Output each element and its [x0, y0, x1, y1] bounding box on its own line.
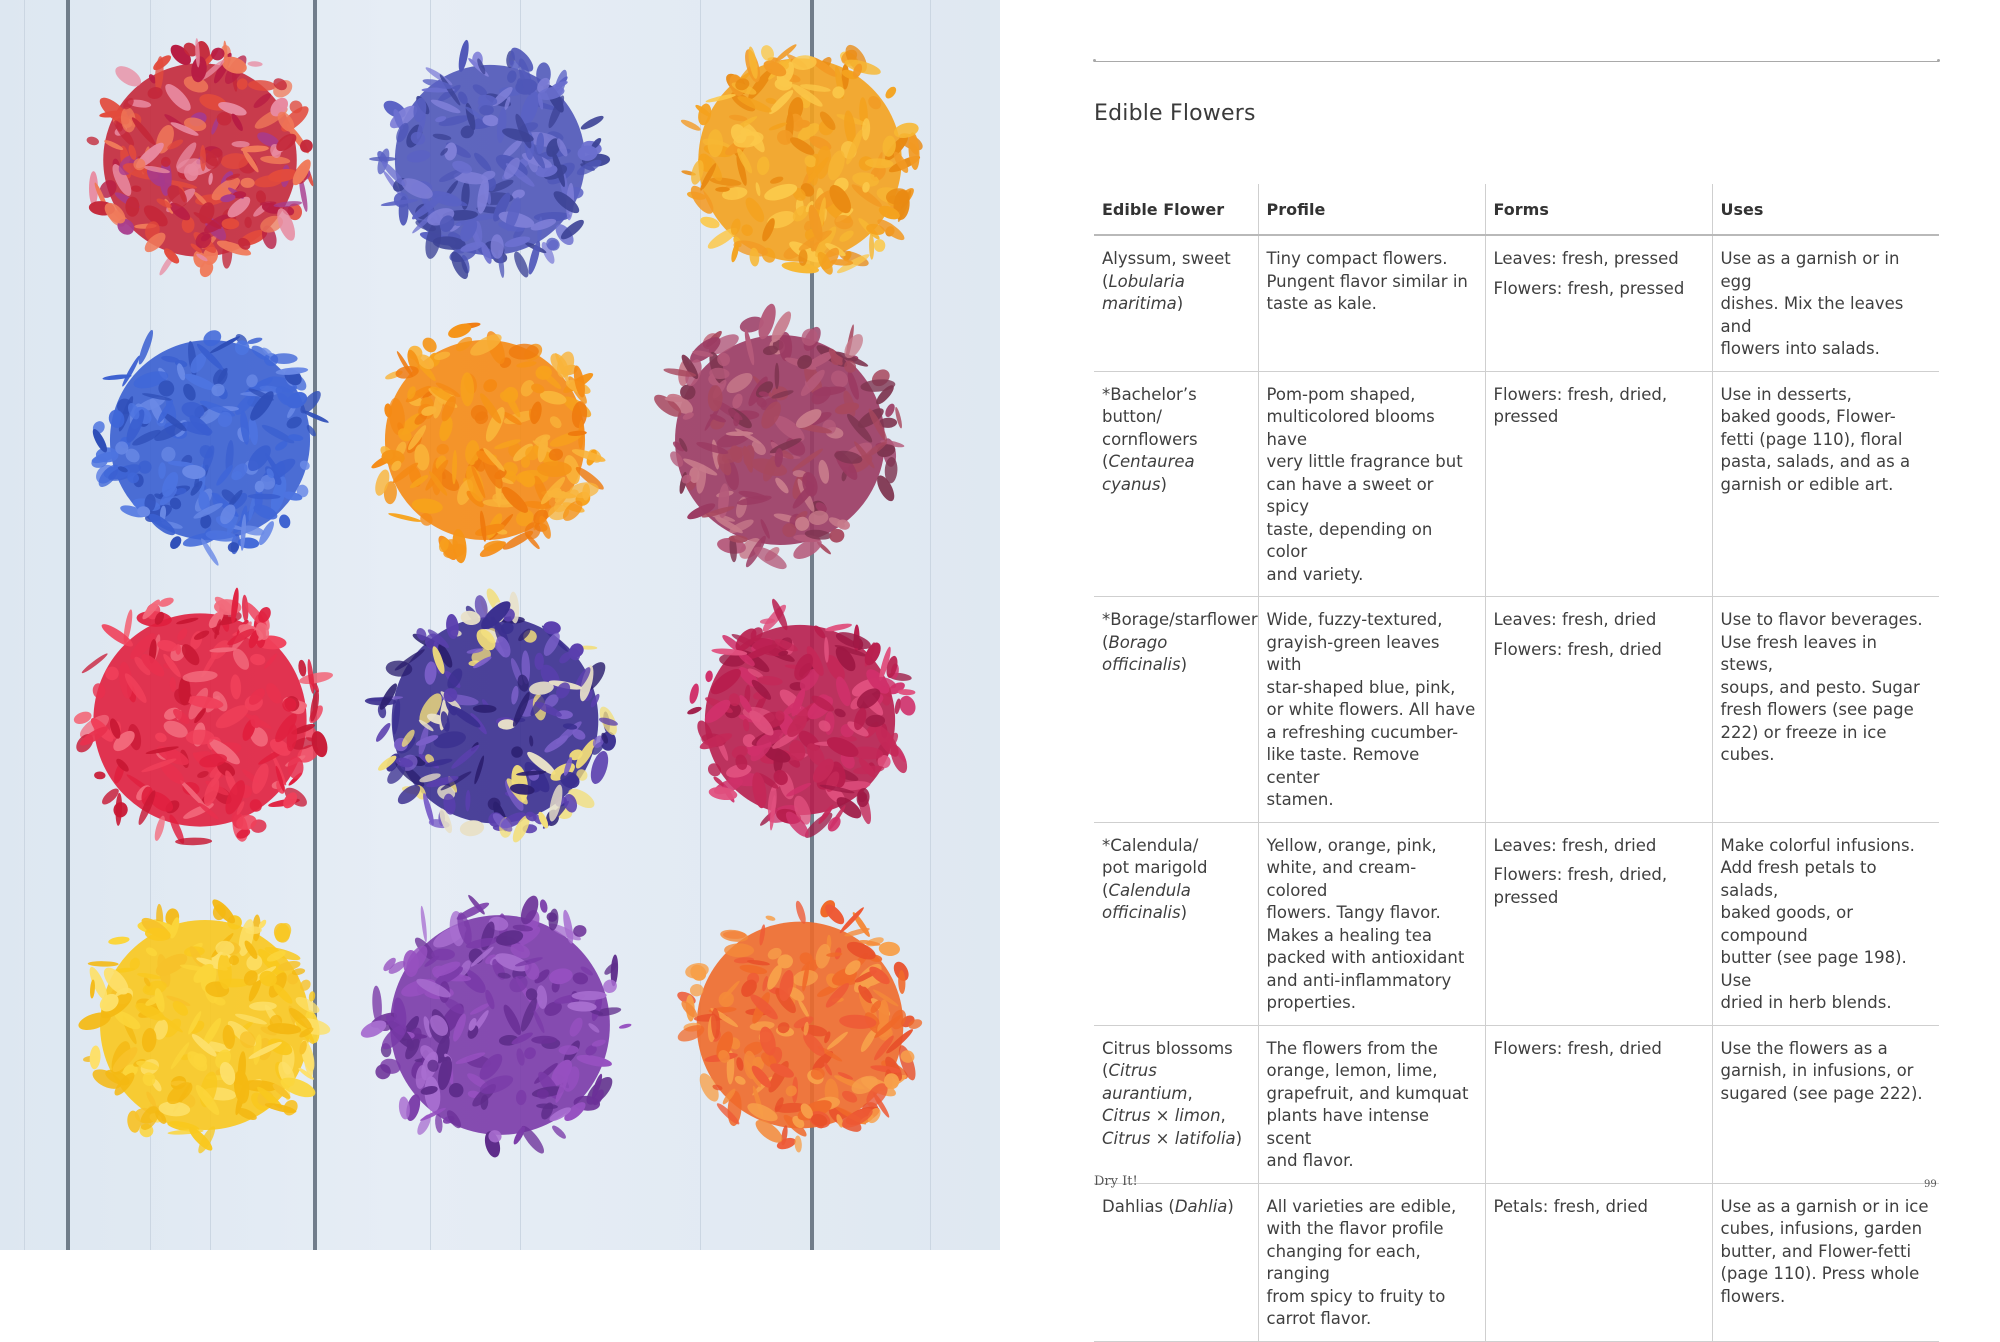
- cell-line: and variety.: [1266, 564, 1364, 584]
- cell-line: officinalis): [1102, 903, 1188, 922]
- cell-line: pasta, salads, and as a: [1720, 452, 1911, 471]
- cell-line: *Bachelor’s: [1102, 384, 1197, 404]
- cell-line: flowers.: [1720, 1286, 1786, 1306]
- cell-profile: [1258, 822, 1485, 1025]
- mauve-pile: [642, 302, 918, 578]
- cell-line: cornflowers: [1102, 429, 1198, 449]
- cell-flower: [1094, 1025, 1258, 1183]
- cell-line: or white flowers. All have: [1266, 700, 1476, 719]
- cell-profile: [1258, 1183, 1485, 1341]
- cell-line: (Lobularia: [1102, 271, 1185, 291]
- table-row: [1094, 235, 1939, 371]
- cell-line: and flavor.: [1266, 1151, 1354, 1170]
- cell-line: dishes. Mix the leaves and: [1720, 294, 1904, 336]
- cell-flower: [1094, 371, 1258, 597]
- cell-line: Wide, fuzzy-textured,: [1266, 610, 1443, 629]
- cell-line: Flowers: fresh, dried: [1493, 639, 1662, 659]
- cell-uses: [1712, 597, 1939, 823]
- edible-flowers-table: [1094, 184, 1939, 1342]
- table-row: [1094, 1025, 1939, 1183]
- cell-forms: [1485, 235, 1712, 371]
- cell-profile: [1258, 371, 1485, 597]
- cell-line: Petals: fresh, dried: [1493, 1196, 1648, 1216]
- cell-profile: [1258, 1025, 1485, 1183]
- cell-line: plants have intense scent: [1266, 1106, 1430, 1148]
- running-footer: Dry It!: [1094, 1174, 1138, 1189]
- cell-line: (Calendula: [1102, 880, 1191, 900]
- cell-line: Use to flavor beverages.: [1720, 610, 1923, 629]
- cell-line: sugared (see page 222).: [1720, 1083, 1923, 1103]
- cell-line: (page 110). Press whole: [1720, 1264, 1920, 1283]
- lavender-pile: [364, 34, 616, 286]
- table-row: [1094, 371, 1939, 597]
- cell-forms: [1485, 1183, 1712, 1341]
- cell-line: taste as kale.: [1266, 294, 1377, 313]
- cell-line: baked goods, or compound: [1720, 903, 1854, 945]
- cell-line: changing for each, ranging: [1266, 1241, 1421, 1283]
- cell-uses: [1712, 1025, 1939, 1183]
- cell-flower: [1094, 822, 1258, 1025]
- cell-flower: [1094, 1183, 1258, 1341]
- cell-line: properties.: [1266, 993, 1356, 1012]
- cell-line: baked goods, Flower-: [1720, 407, 1896, 426]
- cell-line: soups, and pesto. Sugar: [1720, 677, 1920, 697]
- cell-line: Pom-pom shaped,: [1266, 384, 1416, 404]
- cornflower-pile: [78, 308, 342, 572]
- header-profile: Profile: [1258, 184, 1485, 235]
- cell-line: Leaves: fresh, dried: [1493, 835, 1657, 855]
- cell-line: stamen.: [1266, 790, 1334, 809]
- cell-line: flowers into salads.: [1720, 339, 1880, 358]
- cell-line: Citrus blossoms: [1102, 1038, 1233, 1058]
- cell-line: multicolored blooms have: [1266, 407, 1435, 449]
- page-number: 99: [1924, 1179, 1937, 1190]
- cell-line: (Borago officinalis): [1102, 632, 1188, 674]
- top-rule: [1094, 61, 1939, 62]
- cell-line: Citrus × latifolia): [1102, 1128, 1243, 1148]
- cell-line: Dahlias (Dahlia): [1102, 1196, 1234, 1216]
- cell-line: Make colorful infusions.: [1720, 835, 1915, 855]
- cell-line: butter (see page 198). Use: [1720, 948, 1907, 990]
- cell-line: pressed: [1493, 887, 1559, 907]
- cell-line: Leaves: fresh, dried: [1493, 610, 1657, 629]
- cell-line: Use as a garnish or in egg: [1720, 249, 1900, 291]
- pansy-pile: [359, 584, 631, 856]
- cell-line: pressed: [1493, 407, 1559, 426]
- cell-line: (Centaurea cyanus): [1102, 452, 1195, 494]
- cell-line: can have a sweet or spicy: [1266, 474, 1434, 516]
- cell-line: The flowers from the: [1266, 1038, 1438, 1058]
- cell-line: *Calendula/: [1102, 835, 1199, 855]
- cell-forms: [1485, 1025, 1712, 1183]
- rose-petal-pile: [60, 580, 340, 860]
- red-flower-pile: [72, 32, 328, 288]
- cell-forms: [1485, 371, 1712, 597]
- orange-petal-pile: [666, 26, 934, 294]
- cell-line: Use fresh leaves in stews,: [1720, 632, 1877, 674]
- cell-line: Yellow, orange, pink,: [1266, 835, 1437, 855]
- cell-line: (Citrus aurantium,: [1102, 1061, 1193, 1103]
- cell-uses: [1712, 1183, 1939, 1341]
- cell-line: grapefruit, and kumquat: [1266, 1083, 1469, 1103]
- cell-profile: [1258, 597, 1485, 823]
- cell-line: Flowers: fresh, pressed: [1493, 278, 1685, 298]
- cell-line: grayish-green leaves with: [1266, 632, 1440, 674]
- cell-line: and anti-inflammatory: [1266, 970, 1452, 990]
- cell-line: Flowers: fresh, dried,: [1493, 384, 1668, 404]
- cell-line: Citrus × limon,: [1102, 1106, 1226, 1125]
- cell-line: *Borage/starflower: [1102, 610, 1258, 629]
- cell-line: from spicy to fruity to: [1266, 1286, 1446, 1306]
- dried-flowers-photo: [0, 0, 1000, 1250]
- marigold-pile: [353, 308, 617, 572]
- cell-line: Use as a garnish or in ice: [1720, 1196, 1929, 1216]
- cell-forms: [1485, 822, 1712, 1025]
- cell-line: with the flavor profile: [1266, 1219, 1444, 1238]
- dianthus-pile: [674, 594, 926, 846]
- cell-line: Add fresh petals to salads,: [1720, 858, 1877, 900]
- cell-flower: [1094, 597, 1258, 823]
- cell-line: Use the flowers as a: [1720, 1038, 1888, 1058]
- cell-line: cubes, infusions, garden: [1720, 1219, 1923, 1238]
- cell-profile: [1258, 235, 1485, 371]
- cell-line: packed with antioxidant: [1266, 948, 1465, 967]
- cell-uses: [1712, 822, 1939, 1025]
- cell-line: garnish, in infusions, or: [1720, 1061, 1914, 1080]
- cell-line: Makes a healing tea: [1266, 925, 1432, 945]
- cell-flower: [1094, 235, 1258, 371]
- cell-line: taste, depending on color: [1266, 519, 1433, 561]
- cell-line: Tiny compact flowers.: [1266, 249, 1448, 268]
- cell-line: white, and cream-colored: [1266, 858, 1417, 900]
- cell-line: dried in herb blends.: [1720, 993, 1892, 1012]
- cell-line: Alyssum, sweet: [1102, 249, 1231, 268]
- cell-line: a refreshing cucumber-: [1266, 722, 1459, 742]
- cell-line: star-shaped blue, pink,: [1266, 677, 1456, 697]
- cell-line: very little fragrance but: [1266, 452, 1463, 471]
- table-row: [1094, 822, 1939, 1025]
- cell-line: cubes.: [1720, 745, 1775, 764]
- header-uses: Uses: [1712, 184, 1939, 235]
- cell-line: Pungent flavor similar in: [1266, 271, 1468, 291]
- table-row: [1094, 597, 1939, 823]
- cell-line: All varieties are edible,: [1266, 1196, 1457, 1216]
- yellow-petal-pile: [67, 887, 343, 1163]
- cell-line: garnish or edible art.: [1720, 474, 1894, 494]
- cell-line: 222) or freeze in ice: [1720, 722, 1887, 742]
- cell-line: Use in desserts,: [1720, 384, 1852, 404]
- cell-uses: [1712, 235, 1939, 371]
- cell-line: Leaves: fresh, pressed: [1493, 249, 1679, 268]
- cell-line: Flowers: fresh, dried: [1493, 1038, 1662, 1058]
- cell-line: pot marigold: [1102, 858, 1208, 877]
- tulip-petal-pile: [664, 889, 936, 1161]
- cell-line: like taste. Remove center: [1266, 745, 1420, 787]
- purple-petal-pile: [356, 881, 644, 1169]
- header-edible-flower: Edible Flower: [1094, 184, 1258, 235]
- cell-line: Flowers: fresh, dried,: [1493, 865, 1668, 884]
- header-forms: Forms: [1485, 184, 1712, 235]
- table-header-row: [1094, 184, 1939, 235]
- table-row: [1094, 1183, 1939, 1341]
- cell-line: orange, lemon, lime,: [1266, 1061, 1438, 1080]
- cell-line: carrot flavor.: [1266, 1309, 1372, 1328]
- cell-line: flowers. Tangy flavor.: [1266, 903, 1441, 922]
- cell-line: butter, and Flower-fetti: [1720, 1241, 1912, 1261]
- cell-line: maritima): [1102, 294, 1184, 313]
- cell-forms: [1485, 597, 1712, 823]
- cell-line: fetti (page 110), floral: [1720, 429, 1903, 449]
- page-title: Edible Flowers: [1094, 101, 1256, 126]
- cell-uses: [1712, 371, 1939, 597]
- cell-line: fresh flowers (see page: [1720, 700, 1914, 719]
- cell-line: button/: [1102, 407, 1162, 426]
